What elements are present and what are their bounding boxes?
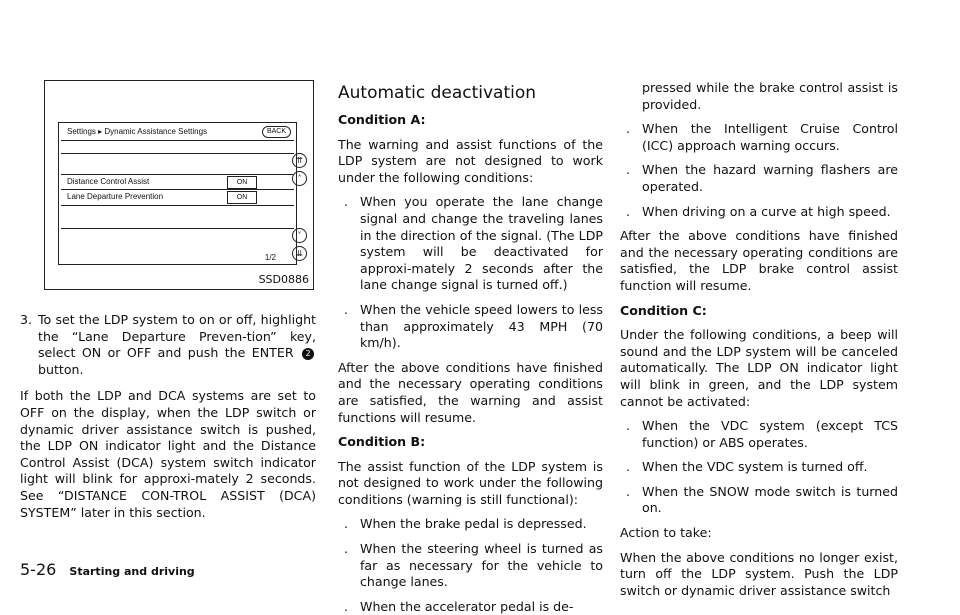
list-item-continued: pressed while the brake control assist is provided. <box>642 80 898 112</box>
bullet: . <box>626 203 631 219</box>
on-badge: ON <box>227 176 257 189</box>
condition-a-label: Condition A: <box>338 112 426 127</box>
scroll-down-icon: ˅ <box>292 228 307 243</box>
divider <box>61 228 294 229</box>
list-item <box>338 599 603 615</box>
step-3-text: To set the LDP system to on or off, highlight the “Lane Departure Preven-tion” key, select ON or OFF and push the ENTER <box>38 312 316 361</box>
paragraph: After the above conditions have finished and the necessary operating conditions are satisfied, the LDP brake control assist function will resume. <box>620 228 898 293</box>
list-item-text: When the VDC system (except TCS function) or ABS operates. <box>642 418 898 450</box>
list-item <box>620 459 898 476</box>
column-2 <box>338 82 603 615</box>
bullet: . <box>626 483 631 499</box>
list-item-text: When the Intelligent Cruise Control (ICC) approach warning occurs. <box>642 121 898 153</box>
list-item-text: When the SNOW mode switch is turned on. <box>642 483 898 516</box>
list-item-text: When you operate the lane change signal and change the traveling lanes in the direction of the signal. (The LDP system will be deactivated for approxi-mately 2 seconds after the lane change signal is turned off.) <box>360 194 603 293</box>
section-heading: Automatic deactivation <box>338 83 537 103</box>
list-item-text: When the accelerator pedal is de- <box>360 598 574 614</box>
bullet: . <box>344 301 349 317</box>
list-item <box>338 194 603 294</box>
paragraph: After the above conditions have finished and the necessary operating conditions are satisfied, the warning and assist functions will resume. <box>338 359 603 425</box>
scroll-top-icon: ⇈ <box>292 153 307 168</box>
list-item-text: When the VDC system is turned off. <box>642 459 868 475</box>
list-item <box>620 121 898 154</box>
divider <box>61 140 294 141</box>
settings-screen <box>58 122 297 265</box>
action-label: Action to take: <box>620 525 712 541</box>
bullet: . <box>626 418 631 434</box>
bullet: . <box>626 162 631 178</box>
list-item <box>620 204 898 221</box>
list-item <box>620 484 898 517</box>
step-number: 3. <box>20 312 33 327</box>
section-name: Starting and driving <box>69 565 195 578</box>
list-item <box>338 541 603 591</box>
paragraph: The warning and assist functions of the LDP system are not designed to work under the following conditions: <box>338 136 603 185</box>
paragraph: The assist function of the LDP system is not designed to work under the following conditions (warning is still functional): <box>338 458 603 507</box>
menu-row-label: Distance Control Assist <box>67 177 150 186</box>
page-footer <box>20 560 195 579</box>
condition-c-label: Condition C: <box>620 302 707 318</box>
bullet: . <box>344 194 349 210</box>
list-item-text: When the steering wheel is turned as far as necessary for the vehicle to change lanes. <box>360 541 603 590</box>
list-item <box>620 418 898 451</box>
back-button: BACK <box>262 126 291 138</box>
page-indicator: 1/2 <box>264 253 276 262</box>
list-item-text: When the hazard warning flashers are operated. <box>642 162 898 194</box>
bullet: . <box>344 541 349 557</box>
list-item-text: When the vehicle speed lowers to less than approximately 43 MPH (70 km/h). <box>360 301 603 351</box>
step-3 <box>20 312 316 378</box>
enter-button-marker: 2 <box>302 348 314 360</box>
divider <box>61 153 294 154</box>
step-3-text-end: button. <box>38 361 84 377</box>
list-item <box>338 516 603 533</box>
bullet: . <box>626 121 631 137</box>
figure-code: SSD0886 <box>258 273 309 286</box>
ldp-settings-figure <box>44 80 314 290</box>
screen-title: Settings ▸ Dynamic Assistance Settings <box>67 127 208 136</box>
bullet: . <box>344 598 349 614</box>
list-item-text: When driving on a curve at high speed. <box>642 203 891 219</box>
list-item <box>338 302 603 352</box>
scroll-bottom-icon: ⇊ <box>292 246 307 261</box>
paragraph: Under the following conditions, a beep will sound and the LDP system will be canceled automatically. The LDP ON indicator light will blink in green, and the LDP system cannot be activated: <box>620 327 898 409</box>
page-number: 5-26 <box>20 560 57 579</box>
bullet: . <box>626 459 631 475</box>
paragraph: If both the LDP and DCA systems are set to OFF on the display, when the LDP switch or dynamic driver assistance switch is pushed, the LDP ON indicator light and the Distance Control Assist (DCA) system switch indicator light will blink for approxi-mately 2 seconds. See “DISTANCE CON-TROL ASSIST (DCA) SYSTEM” later in this section. <box>20 388 316 520</box>
column-1 <box>20 312 316 521</box>
list-item-text: When the brake pedal is depressed. <box>360 516 587 532</box>
scroll-up-icon: ˄ <box>292 171 307 186</box>
divider <box>61 205 294 206</box>
list-item <box>620 162 898 195</box>
menu-row-label: Lane Departure Prevention <box>67 192 164 201</box>
condition-b-label: Condition B: <box>338 434 426 450</box>
column-3 <box>620 80 898 599</box>
bullet: . <box>344 516 349 532</box>
paragraph: When the above conditions no longer exist, turn off the LDP system. Push the LDP switch or dynamic driver assistance switch <box>620 549 898 598</box>
on-badge: ON <box>227 191 257 204</box>
